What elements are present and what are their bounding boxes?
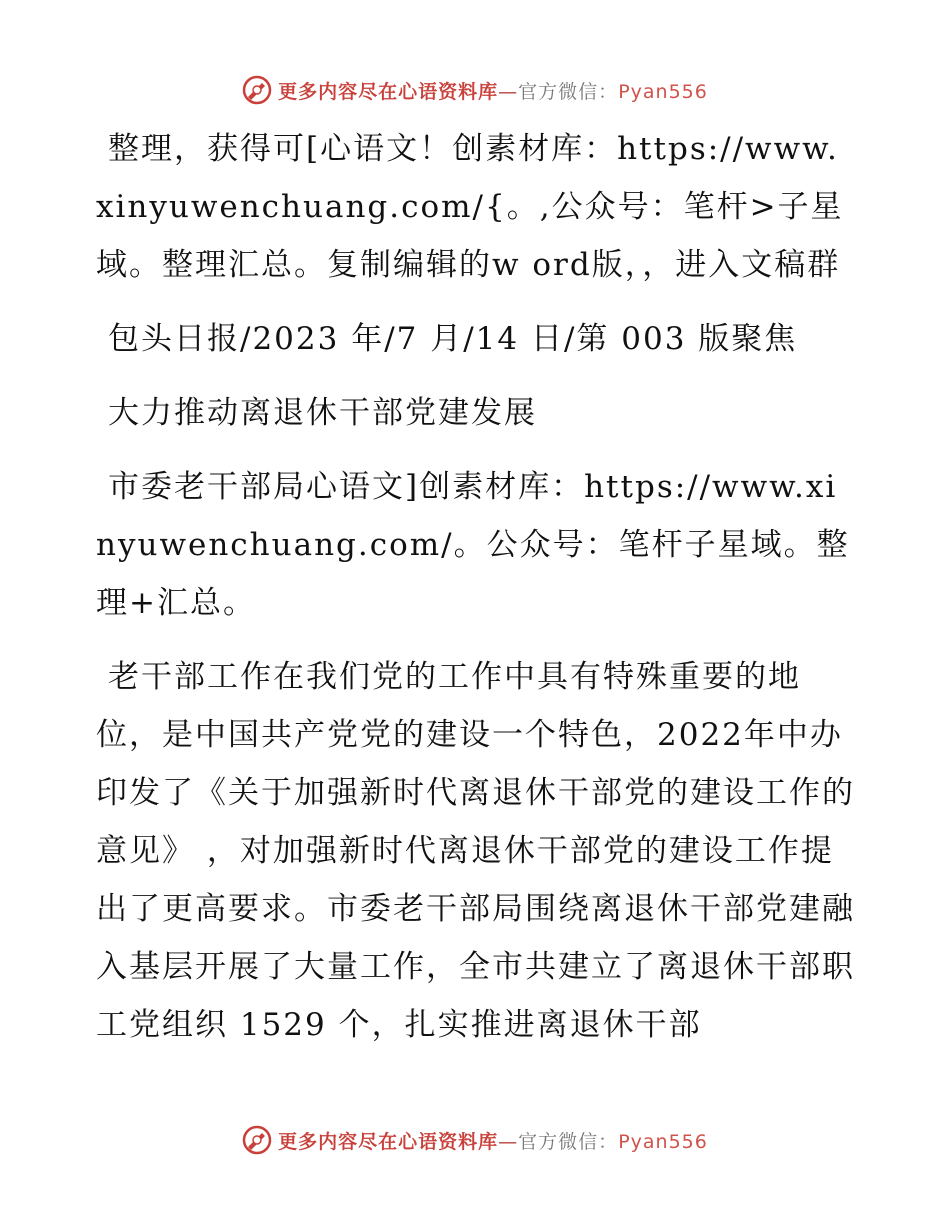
article-title: 大力推动离退休干部党建发展 xyxy=(108,395,537,431)
footer-watermark xyxy=(0,1120,950,1160)
author-paragraph: 市委老干部局心语文]创素材库：https://www.xinyuwenchuang.com/。公众号：笔杆子星域。整理+汇总。 xyxy=(96,469,850,621)
watermark-brand: 更多内容尽在心语资料库 xyxy=(278,80,499,103)
watermark-separator: — xyxy=(498,1130,519,1153)
pen-logo-icon xyxy=(242,1125,272,1155)
intro-paragraph: 整理，获得可[心语文！创素材库：https://www.xinyuwenchuang.com/{。,公众号：笔杆>子星域。整理汇总。复制编辑的w ord版，，进入文稿群 xyxy=(96,131,844,283)
watermark-text xyxy=(278,1127,708,1154)
body-paragraph: 老干部工作在我们党的工作中具有特殊重要的地位，是中国共产党党的建设一个特色，2022年中办印发了《关于加强新时代离退休干部党的建设工作的意见》 ，对加强新时代离退休干部党的建设工作提出了更高要求。市委老干部局围绕离退休干部党建融入基层开展了大量工作，全市共建立了离退休干部职工党组织 1529 个，扎实推进离退休干部 xyxy=(96,659,855,1043)
source-line: 包头日报/2023 年/7 月/14 日/第 003 版聚焦 xyxy=(108,321,798,357)
watermark-separator: — xyxy=(498,80,519,103)
watermark-contact-id: Pyan556 xyxy=(618,80,708,103)
pen-logo-icon xyxy=(242,75,272,105)
watermark-text xyxy=(278,77,708,104)
header-watermark xyxy=(0,70,950,110)
watermark-contact-id: Pyan556 xyxy=(618,1130,708,1153)
document-body xyxy=(96,120,856,1070)
watermark-contact-label: 官方微信： xyxy=(518,80,619,103)
watermark-contact-label: 官方微信： xyxy=(518,1130,619,1153)
watermark-brand: 更多内容尽在心语资料库 xyxy=(278,1130,499,1153)
